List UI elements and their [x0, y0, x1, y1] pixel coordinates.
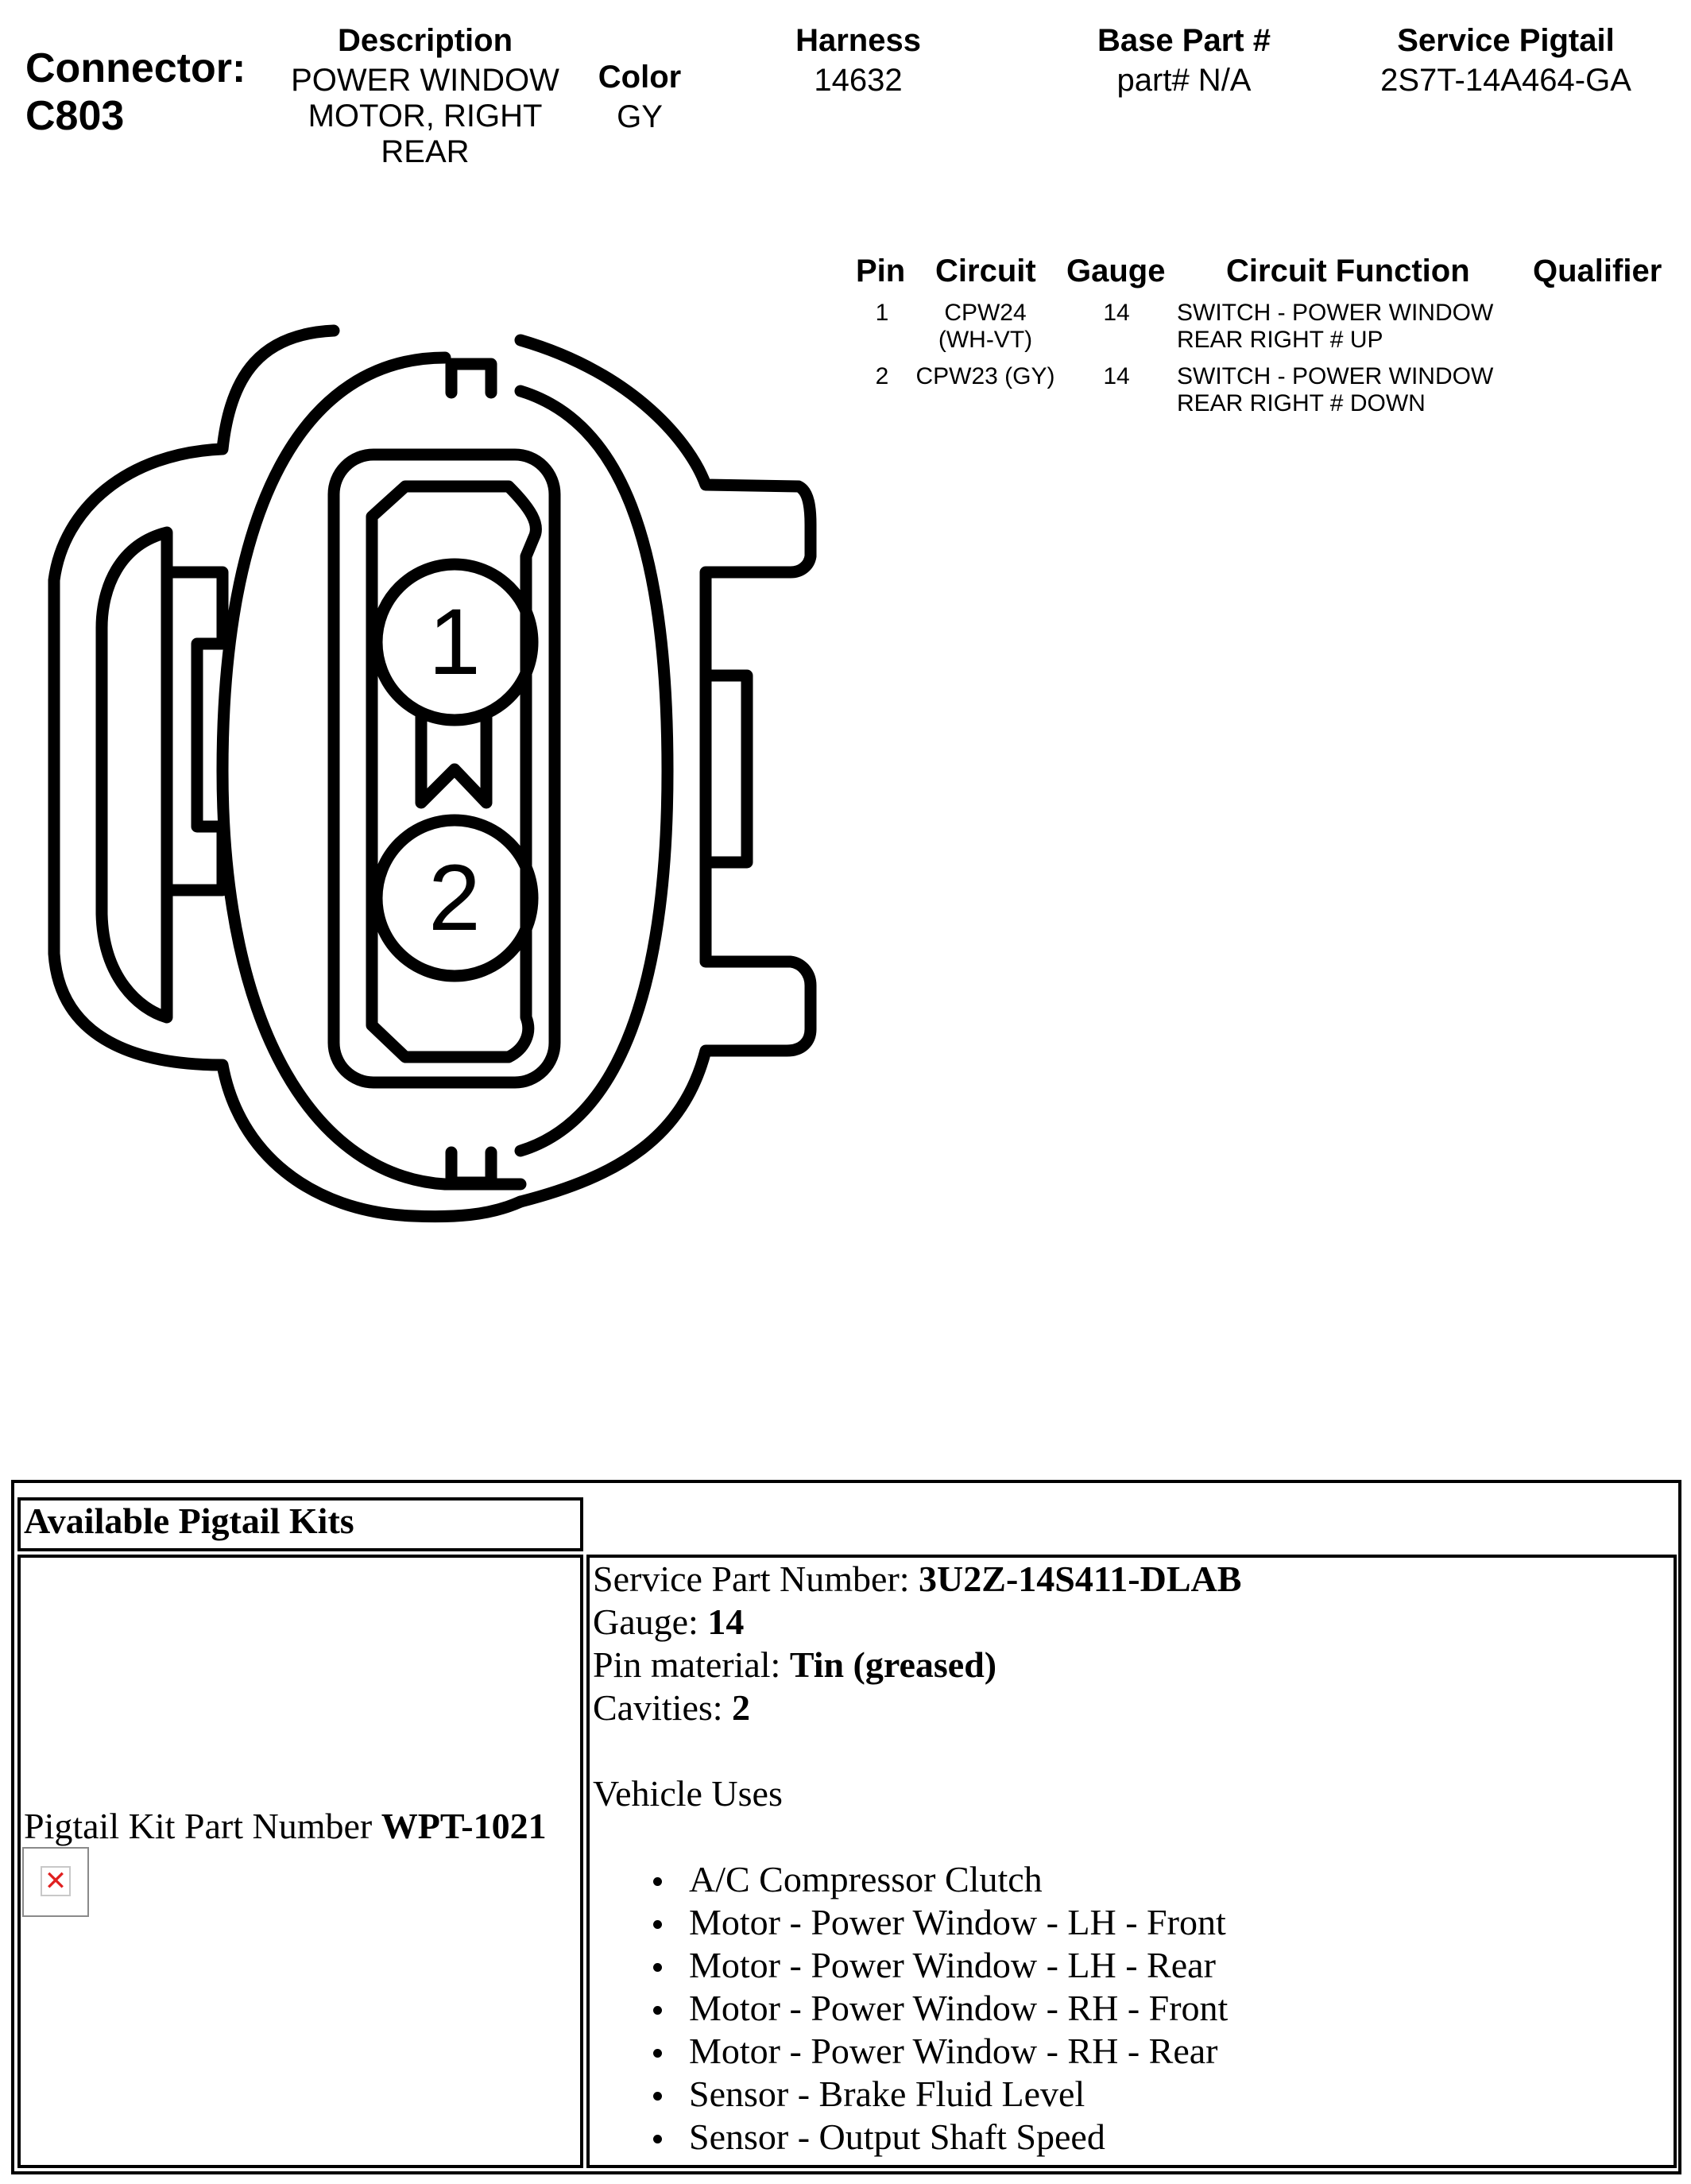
kit-part-number-row: [24, 1806, 547, 1847]
gauge-value: 14: [707, 1601, 745, 1642]
service-part-label: Service Part Number:: [593, 1559, 919, 1599]
pin-1-label: 1: [428, 590, 481, 695]
connector-heading: [25, 45, 246, 140]
qualifier-column-header: Qualifier: [1533, 254, 1662, 288]
gauge-column-header: Gauge: [1066, 254, 1166, 288]
broken-image-icon: ✕: [22, 1847, 89, 1917]
circuit-line: CPW23 (GY): [915, 363, 1055, 389]
left-latch-arm: [102, 532, 167, 1017]
base-part-column: [1057, 22, 1311, 99]
pin-bridge: [421, 714, 486, 803]
description-line: MOTOR, RIGHT: [308, 99, 543, 134]
service-part-row: [593, 1558, 1241, 1601]
cavities-label: Cavities:: [593, 1687, 733, 1728]
color-value: GY: [617, 99, 663, 134]
circuit-column-header: Circuit: [935, 254, 1036, 288]
kit-part-label: Pigtail Kit Part Number: [24, 1806, 381, 1846]
description-column: [282, 22, 568, 170]
base-part-value: part# N/A: [1116, 63, 1252, 98]
gauge-cell: 14: [1103, 363, 1130, 389]
color-heading: Color: [598, 60, 682, 95]
gauge-label: Gauge:: [593, 1601, 708, 1642]
gauge-cell: 14: [1103, 300, 1130, 326]
vehicle-uses-title: Vehicle Uses: [593, 1773, 783, 1814]
vehicle-use-item: Motor - Power Window - RH - Rear: [593, 2030, 1241, 2073]
connector-id: C803: [25, 93, 125, 139]
circuit-cell: [906, 363, 1065, 390]
pin-material-value: Tin (greased): [789, 1644, 997, 1685]
pin-material-label: Pin material:: [593, 1644, 790, 1685]
pin-number: 1: [875, 300, 889, 326]
color-column: [576, 59, 703, 135]
function-line: SWITCH - POWER WINDOW: [1177, 300, 1494, 326]
kit-part-number: WPT-1021: [381, 1806, 547, 1846]
kit-details: [593, 1558, 1241, 2159]
service-part-number: 3U2Z-14S411-DLAB: [919, 1559, 1242, 1599]
vehicle-use-item: Sensor - Brake Fluid Level: [593, 2073, 1241, 2116]
service-pigtail-column: [1343, 22, 1669, 99]
function-line: REAR RIGHT # DOWN: [1177, 390, 1426, 416]
function-cell: [1177, 300, 1493, 354]
cavities-value: 2: [732, 1687, 751, 1728]
vehicle-use-item: Sensor - Output Shaft Speed: [593, 2116, 1241, 2159]
pin-material-row: [593, 1644, 1241, 1686]
base-part-heading: Base Part #: [1097, 23, 1271, 58]
kit-part-cell: [17, 1555, 583, 2168]
top-key-tab: [451, 364, 491, 393]
gauge-row: [593, 1601, 1241, 1644]
vehicle-use-item: A/C Compressor Clutch: [593, 1858, 1241, 1901]
pin-2-label: 2: [428, 846, 481, 951]
vehicle-use-item: Motor - Power Window - LH - Rear: [593, 1944, 1241, 1987]
harness-column: [739, 22, 977, 99]
description-heading: Description: [337, 23, 513, 58]
harness-value: 14632: [814, 63, 903, 98]
connector-inner-housing-right: [520, 391, 668, 1151]
function-line: REAR RIGHT # UP: [1177, 327, 1383, 353]
pin-column-header: Pin: [856, 254, 906, 288]
harness-heading: Harness: [795, 23, 921, 58]
description-line: REAR: [381, 134, 470, 169]
left-latch-notch: [167, 572, 222, 890]
service-pigtail-value: 2S7T-14A464-GA: [1380, 63, 1631, 98]
connector-face-diagram: [0, 302, 834, 1240]
kits-title: Available Pigtail Kits: [24, 1501, 354, 1541]
pin-number: 2: [875, 363, 889, 389]
circuit-line: (WH-VT): [938, 327, 1033, 353]
function-column-header: Circuit Function: [1226, 254, 1470, 288]
function-line: SWITCH - POWER WINDOW: [1177, 363, 1494, 389]
vehicle-uses-list: [593, 1858, 1241, 2159]
function-cell: [1177, 363, 1493, 417]
description-line: POWER WINDOW: [291, 63, 559, 98]
circuit-line: CPW24: [944, 300, 1027, 326]
side-latch-tab: [706, 676, 747, 862]
vehicle-use-item: Motor - Power Window - RH - Front: [593, 1987, 1241, 2030]
circuit-cell: [906, 300, 1065, 354]
cavities-row: [593, 1686, 1241, 1729]
vehicle-use-item: Motor - Power Window - LH - Front: [593, 1901, 1241, 1944]
service-pigtail-heading: Service Pigtail: [1397, 23, 1615, 58]
connector-label: Connector:: [25, 45, 246, 91]
bottom-key-tab: [451, 1152, 491, 1183]
